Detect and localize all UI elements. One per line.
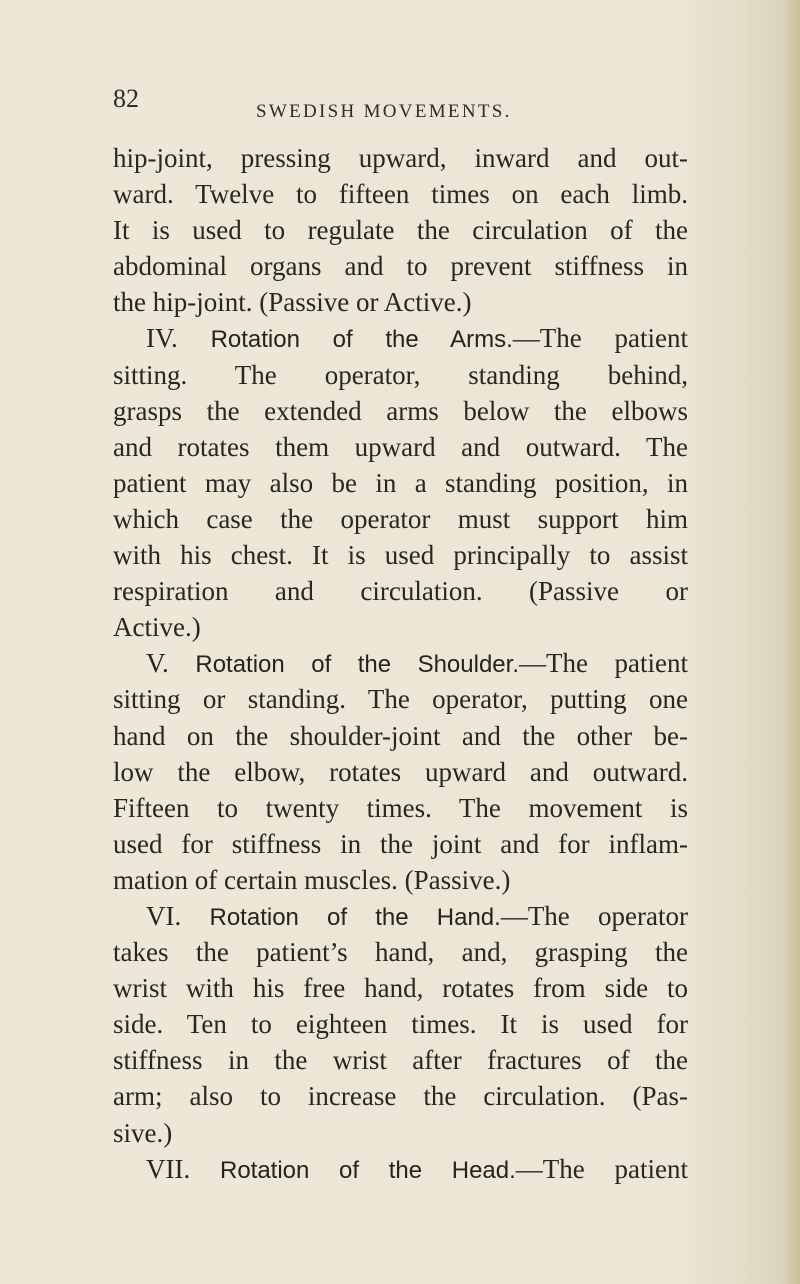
text-line <box>113 393 688 429</box>
line-text: wrist with his free hand, rotates from side to <box>113 973 688 1004</box>
line-text: the hip-joint. (Passive or Active.) <box>113 287 472 318</box>
text-line <box>113 357 688 393</box>
line-text: —The patient <box>512 323 689 354</box>
text-line <box>113 970 688 1006</box>
section-numeral: V. <box>146 648 169 679</box>
line-text: takes the patient’s hand, and, grasping the <box>113 937 688 968</box>
text-line <box>113 718 688 754</box>
line-text: abdominal organs and to prevent stiffness in <box>113 251 688 282</box>
body-text <box>113 140 688 1187</box>
line-text: patient may also be in a standing position, in <box>113 467 688 498</box>
line-text: with his chest. It is used principally to assist <box>113 540 688 571</box>
text-line <box>113 1006 688 1042</box>
line-text: respiration and circulation. (Passive or <box>113 576 688 607</box>
section-heading: Rotation of the Hand. <box>209 903 501 931</box>
text-line <box>113 573 688 609</box>
text-line <box>113 284 688 320</box>
section-heading: Rotation of the Head. <box>219 1156 516 1184</box>
text-line <box>113 212 688 248</box>
text-line <box>113 754 688 790</box>
line-text: arm; also to increase the circulation. (Pas- <box>113 1081 688 1112</box>
line-text: sitting or standing. The operator, putting one <box>113 684 688 715</box>
text-line <box>113 176 688 212</box>
text-line <box>113 501 688 537</box>
line-text: side. Ten to eighteen times. It is used for <box>113 1009 688 1040</box>
text-line <box>113 429 688 465</box>
text-line <box>113 790 688 826</box>
text-line <box>113 609 688 645</box>
line-text: low the elbow, rotates upward and outward. <box>113 756 688 787</box>
section-heading: Rotation of the Shoulder. <box>195 651 519 679</box>
text-line <box>113 248 688 284</box>
text-line <box>113 140 688 176</box>
line-text: grasps the extended arms below the elbows <box>113 395 688 426</box>
text-line <box>113 934 688 970</box>
section-heading-line <box>113 898 688 934</box>
section-numeral: VI. <box>146 900 182 931</box>
line-text: —The patient <box>515 1153 688 1184</box>
section-numeral: IV. <box>146 323 178 354</box>
line-text: and rotates them upward and outward. The <box>113 431 688 462</box>
page-number: 82 <box>113 84 139 113</box>
section-numeral: VII. <box>146 1153 191 1184</box>
line-text: mation of certain muscles. (Passive.) <box>113 864 511 895</box>
line-text: —The patient <box>519 648 689 679</box>
line-text: hand on the shoulder-joint and the other be- <box>113 720 688 751</box>
line-text: It is used to regulate the circulation of the <box>113 215 688 246</box>
text-line <box>113 1115 688 1151</box>
text-line <box>113 681 688 717</box>
text-line <box>113 862 688 898</box>
running-title: SWEDISH MOVEMENTS. <box>256 101 512 122</box>
line-text: sive.) <box>113 1117 173 1148</box>
line-text: Fifteen to twenty times. The movement is <box>113 792 688 823</box>
section-heading-line <box>113 1151 688 1187</box>
page-edge-shadow <box>782 0 800 1284</box>
line-text: Active.) <box>113 612 201 643</box>
text-line <box>113 1078 688 1114</box>
line-text: used for stiffness in the joint and for inflam- <box>113 828 688 859</box>
line-text: sitting. The operator, standing behind, <box>113 359 688 390</box>
line-text: stiffness in the wrist after fractures of the <box>113 1045 688 1076</box>
line-text: hip-joint, pressing upward, inward and out- <box>113 143 688 173</box>
line-text: which case the operator must support him <box>113 503 688 534</box>
text-line <box>113 826 688 862</box>
text-line <box>113 537 688 573</box>
section-heading: Rotation of the Arms. <box>210 326 513 354</box>
text-line <box>113 1042 688 1078</box>
line-text: —The operator <box>500 900 688 931</box>
section-heading-line <box>113 645 688 681</box>
line-text: ward. Twelve to fifteen times on each limb. <box>113 179 688 210</box>
text-line <box>113 465 688 501</box>
section-heading-line <box>113 320 688 356</box>
